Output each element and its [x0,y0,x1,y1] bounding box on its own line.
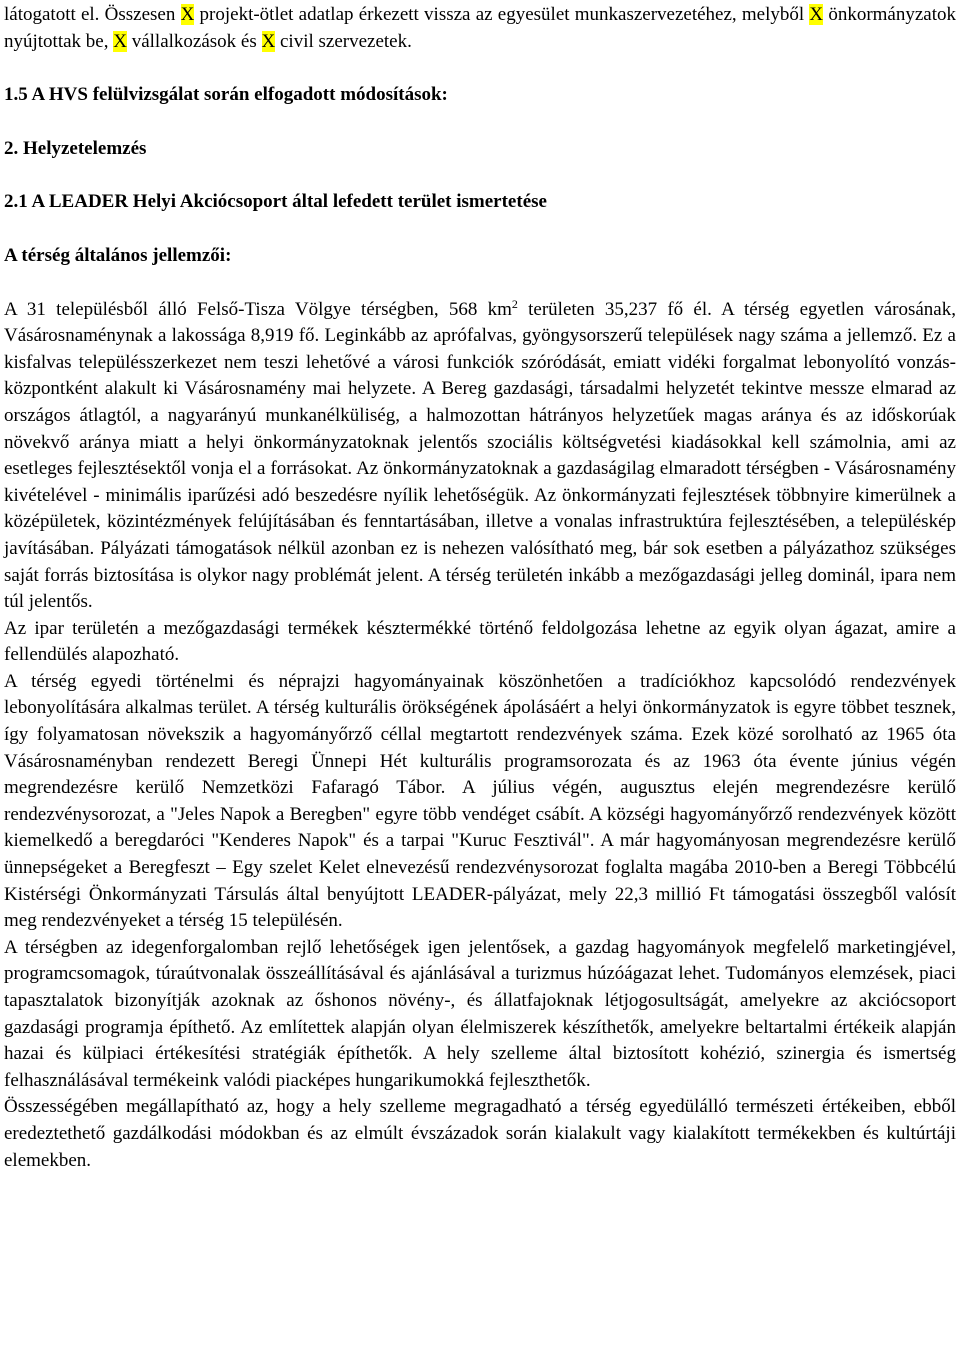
body-text: A 31 településből álló Felső-Tisza Völgye térségben, 568 km [4,298,512,320]
body-paragraph-1 [4,297,956,616]
body-paragraph-5: Összességében megállapítható az, hogy a hely szelleme megragadható a térség egyedülálló természeti értékeiben, ebből eredeztethető gazdálkodási módokban és az elmúlt évszázadok során kialakult vagy kialakított termékekben és kultúrtáji elemekben. [4,1096,956,1171]
body-paragraph-4: A térségben az idegenforgalomban rejlő lehetőségek igen jelentősek, a gazdag hagyományok megfelelő marketingjével, programcsomagok, túraútvonalak összeállításával és ajánlásával a turizmus húzóágazat lehet. Tudományos elemzések, piaci tapasztalatok bizonyítják azoknak az őshonos növény-, és állatfajoknak létjogosultságát, amelyekre az akciócsoport gazdasági programja építhető. Az említettek alapján olyan élelmiszerek készíthetők, amelyekre beltartalmi értékeik alapján hazai és külpiaci értékesítési stratégiák építhetők. A hely szelleme által biztosított kohézió, szinergia és ismertség felhasználásával termékeink valódi piacképes hungarikumokká fejleszthetők. [4,936,956,1091]
body-paragraph-3: A térség egyedi történelmi és néprajzi hagyományainak köszönhetően a tradíciókhoz kapcsolódó rendezvények lebonyolítására alkalmas terület. A térség kulturális örökségének ápolásáért a helyi önkormányzatok is egyre többet tesznek, így folyamatosan növekszik a hagyományőrző céllal megtartott rendezvények száma. Ezek közé sorolható az 1965 óta Vásárosnaményban rendezett Beregi Ünnepi Hét kulturális programsorozata és az 1963 óta évente június végén megrendezésre kerülő Nemzetközi Fafaragó Tábor. A július végén, augusztus elején megrendezésre kerülő rendezvénysorozat, a "Jeles Napok a Beregben" egyre több vendéget csábít. A községi hagyományőrző rendezvények között kiemelkedő a beregdaróci "Kenderes Napok" és a tarpai "Kuruc Fesztivál". A már hagyományosan megrendezésre kerülő ünnepségeket a Beregfeszt – Egy szelet Kelet elnevezésű rendezvénysorozat foglalta magába 2010-ben a Beregi Többcélú Kistérségi Önkormányzati Társulás által benyújtott LEADER-pályázat, mely 22,3 millió Ft támogatási összegből valósít meg rendezvényeket a térség 15 településén. [4,670,956,932]
subheading-general-features: A térség általános jellemzői: [4,244,232,266]
placeholder-highlight: X [809,4,824,25]
heading-2-1: 2.1 A LEADER Helyi Akciócsoport által lefedett terület ismertetése [4,191,547,213]
intro-text: civil szervezetek. [275,30,412,52]
heading-2: 2. Helyzetelemzés [4,137,147,159]
heading-1-5: 1.5 A HVS felülvizsgálat során elfogadott módosítások: [4,84,448,106]
superscript: 2 [511,296,518,311]
placeholder-highlight: X [113,30,127,52]
intro-text: vállalkozások és [126,30,262,52]
intro-text: projekt-ötlet adatlap érkezett vissza az egyesület munkaszervezetéhez, melyből [194,4,810,25]
body-text: területen 35,237 fő él. A térség egyetlen városának, Vásárosnaménynak a lakossága 8,919 fő. Leginkább az aprófalvas, gyöngysorszerű települések nagy száma a jellemző. Ez a kisfalvas településszerkezet nem teszi lehetővé a városi funkciók szóródását, emiatt vidéki forgalmat lebonyolító vonzás-központként alakult ki Vásárosnamény mai helyzete. A Bereg gazdasági, társadalmi helyzetét tekintve messze elmarad az országos átlagtól, a nagyarányú munkanélküliség, a halmozottan hátrányos helyzetűek magas aránya és az időskorúak növekvő aránya miatt a helyi önkormányzatoknak jelentős szociális költségvetési kiadásokkal kell számolnia, ami az esetleges fejlesztésektől vonja el a forrásokat. Az önkormányzatoknak a gazdaságilag elmaradott térségben - Vásárosnamény kivételével - minimális iparűzési adó beszedésre nyílik lehetőségük. Az önkormányzati fejlesztések többnyire kimerülnek a középületek, közintézmények felújításában és fenntartásában, illetve a vonalas infrastruktúra fejlesztésében, a településkép javításában. Pályázati támogatások nélkül azonban ez is nehezen valósítható meg, bár sok esetben a pályázathoz szükséges saját forrás biztosítása is olykor nagy problémát jelent. A térség területén inkább a mezőgazdasági jelleg dominál, ipara nem túl jelentős. [4,298,956,613]
intro-paragraph [4,2,956,55]
intro-text: önkormányzatok nyújtottak be, [4,4,957,52]
intro-text: látogatott el. Összesen [4,4,181,25]
body-paragraph-2: Az ipar területén a mezőgazdasági termékek késztermékké történő feldolgozása lehetne az egyik olyan ágazat, amire a fellendülés alapozható. [4,617,956,666]
placeholder-highlight: X [261,30,276,52]
placeholder-highlight: X [180,4,195,25]
